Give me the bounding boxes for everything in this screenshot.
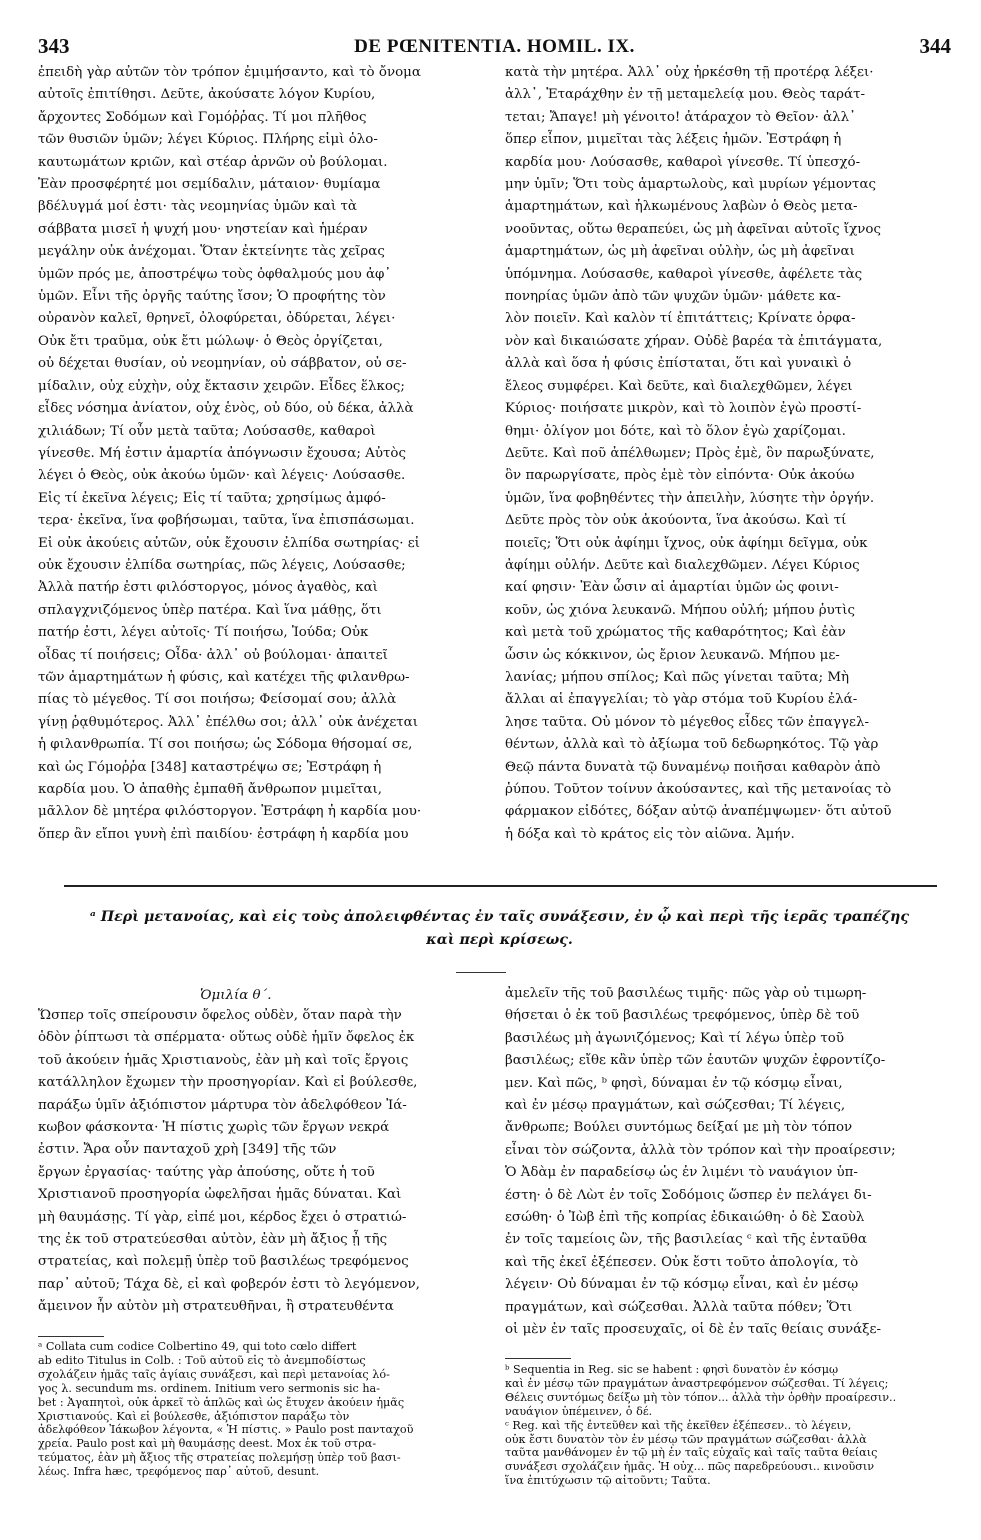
footnote-rule-left xyxy=(38,1336,104,1337)
text-line: πίας τὸ μέγεθος. Τί σοι ποιήσω; Φείσομαί σου; ἀλλὰ xyxy=(38,692,397,708)
text-line: ᵇ Sequentia in Reg. sic se habent : φησὶ δυνατὸν ἐν κόσμῳ xyxy=(505,1363,839,1376)
text-line: καυτωμάτων κριῶν, καὶ στέαρ ἀρνῶν οὐ βούλομαι. xyxy=(38,154,388,170)
text-line: λέως. Infra hæc, τρεφόμενος παρ᾽ αὐτοῦ, desunt. xyxy=(38,1465,320,1479)
homily-heading: Ὁμιλία θ΄. xyxy=(200,988,272,1003)
text-line: ἁμαρτημάτων, καὶ ἡλκωμένους λαβὼν ὁ Θεὸς μετα- xyxy=(505,199,858,215)
text-line: θήσεται ὁ ἐκ τοῦ βασιλέως τρεφόμενος, ὑπὲρ δὲ τοῦ xyxy=(505,1008,860,1024)
short-rule xyxy=(456,972,506,973)
text-line: ποιεῖς; Ὅτι οὐκ ἀφίημι ἴχνος, οὐκ ἀφίημι δεῖγμα, οὐκ xyxy=(505,535,868,551)
text-line: καὶ ὡς Γόμοῤῥα [348] καταστρέψω σε; Ἐστράφη ἡ xyxy=(38,759,382,775)
text-line: σάββατα μισεῖ ἡ ψυχή μου· νηστείαν καὶ ἡμέραν xyxy=(38,221,368,237)
text-line: Χριστιανούς. Καὶ εἰ βούλεσθε, ἀξιόπιστον παράξω τὸν xyxy=(38,1409,350,1423)
text-line: ὦσιν ὡς κόκκινον, ὡς ἔριον λευκανῶ. Μήπου με- xyxy=(505,647,840,663)
text-line: ἔργων ἐργασίας· ταύτης γὰρ ἀπούσης, οὔτε ἡ τοῦ xyxy=(38,1164,375,1180)
text-line: Θέλεις συντόμως δείξω μὴ τὸν τόπον... ἀλλὰ τὴν ὀρθὴν προαίρεσιν.. xyxy=(505,1390,897,1404)
text-line: νὸν καὶ δικαιώσατε χήραν. Οὐδὲ βαρέα τὰ ἐπιτάγματα, xyxy=(505,333,883,349)
text-line: λέγει ὁ Θεὸς, οὐκ ἀκούω ὑμῶν· καὶ λέγεις· Λούσασθε. xyxy=(38,468,406,484)
text-line: ἐστιν. Ἄρα οὖν πανταχοῦ χρὴ [349] τῆς τῶν xyxy=(38,1142,337,1158)
text-line: λὸν ποιεῖν. Καὶ καλὸν τί ἐπιτάττεις; Κρίνατε ὀρφα- xyxy=(505,311,856,327)
text-line: ἡ δόξα καὶ τὸ κράτος εἰς τὸν αἰῶνα. Ἀμήν. xyxy=(505,826,795,842)
text-line: ab edito Titulus in Colb. : Τοῦ αὐτοῦ εἰς τὸ ἀνεμποδίστως xyxy=(38,1353,366,1367)
text-line: εσώθη· ὁ Ἰὼβ ἐπὶ τῆς κοπρίας ἐδικαιώθη· ὁ δὲ Σαοὺλ xyxy=(505,1210,865,1226)
text-line: βασιλέως μὴ ἀγωνιζόμενος; Καὶ τί λέγω ὑπὲρ τοῦ xyxy=(505,1030,844,1046)
text-line: καὶ τῆς ἐκεῖ ἐξέπεσεν. Οὐκ ἔστι τοῦτο ἀπολογία, τὸ xyxy=(505,1254,859,1270)
footnote-rule-right xyxy=(505,1358,571,1359)
text-line: Κύριος· ποιήσατε μικρὸν, καὶ τὸ λοιπὸν ἐγὼ προστί- xyxy=(505,401,862,417)
text-line: της ἐκ τοῦ στρατεύεσθαι αὐτὸν, ἐὰν μὴ ἄξιος ᾖ τῆς xyxy=(38,1232,388,1248)
text-line: ὑπόμνημα. Λούσασθε, καθαροὶ γίνεσθε, ἀφέλετε τὰς xyxy=(505,266,863,282)
text-line: οὐκ ἔχουσιν ἐλπίδα σωτηρίας, πῶς λέγεις, Λούσασθε; xyxy=(38,557,406,573)
text-line: ἀδελφόθεον Ἰάκωβον λέγοντα, « Ἡ πίστις. » Paulo post πανταχοῦ xyxy=(38,1423,414,1437)
text-line: καὶ ἐν μέσῳ πραγμάτων, καὶ σώζεσθαι; Τί λέγεις, xyxy=(505,1098,846,1114)
text-line: μὴ θαυμάσῃς. Τί γὰρ, εἰπέ μοι, κέρδος ἔχει ὁ στρατιώ- xyxy=(38,1209,407,1225)
text-line: ἀλλ᾽, Ἐταράχθην ἐν τῇ μεταμελείᾳ μου. Θεὸς ταράτ- xyxy=(505,87,866,103)
page-number-left: 343 xyxy=(38,34,70,58)
text-line: βασιλέως; εἴθε κἂν ὑπὲρ τῶν ἑαυτῶν ψυχῶν ἐφροντίζο- xyxy=(505,1053,886,1069)
text-line: σχολάζειν ἡμᾶς ταῖς ἁγίαις συνάξεσι, καὶ περὶ μετανοίας λό- xyxy=(38,1367,390,1381)
text-line: ἄνθρωπε; Βούλει συντόμως δείξαί με μὴ τὸν τόπον xyxy=(505,1120,853,1136)
text-line: ὑμῶν πρός με, ἀποστρέψω τοὺς ὀφθαλμούς μου ἀφ᾽ xyxy=(38,266,392,282)
text-line: οἱ μὲν ἐν ταῖς προσευχαῖς, οἱ δὲ ἐν ταῖς θείαις συνάξε- xyxy=(505,1322,881,1338)
text-line: παράξω ὑμῖν ἀξιόπιστον μάρτυρα τὸν ἀδελφόθεον Ἰά- xyxy=(38,1097,407,1113)
text-line: γίνεσθε. Μή ἐστιν ἁμαρτία ἀπόγνωσιν ἔχουσα; Αὐτὸς xyxy=(38,445,406,461)
text-line: κατὰ τὴν μητέρα. Ἀλλ᾽ οὐχ ἠρκέσθη τῇ προτέρᾳ λέξει· xyxy=(505,65,874,80)
text-line: αὐτοῖς ἐπιτίθησι. Δεῦτε, ἀκούσατε λόγον Κυρίου, xyxy=(38,87,376,103)
text-line: ὅπερ ἂν εἴποι γυνὴ ἐπὶ παιδίου· ἐστράφη ἡ καρδία μου xyxy=(38,826,409,842)
text-line: συνάξεσι σχολάζειν ἡμᾶς. Ἡ οὐχ... πῶς παρεδρεύουσι.. κινοῦσιν xyxy=(505,1460,875,1474)
text-line: κωβον φάσκοντα· Ἡ πίστις χωρὶς τῶν ἔργων νεκρά xyxy=(38,1120,390,1136)
text-line: κοῦν, ὡς χιόνα λευκανῶ. Μήπου οὐλή; μήπου ῥυτὶς xyxy=(505,602,855,618)
text-line: ἀλλὰ καὶ ὅσα ἡ φύσις ἐπίσταται, ὅτι καὶ γυναικὶ ὁ xyxy=(505,356,852,372)
text-line: μᾶλλον δὲ μητέρα φιλόστοργον. Ἐστράφη ἡ καρδία μου· xyxy=(38,804,422,820)
text-line: γος λ. secundum ms. ordinem. Initium vero sermonis sic ha- xyxy=(38,1381,381,1395)
text-line: γίνῃ ῥᾳθυμότερος. Ἀλλ᾽ ἐπέλθω σοι; ἀλλ᾽ οὐκ ἀνέχεται xyxy=(38,714,418,730)
text-line: στρατείας, καὶ πολεμῇ ὑπὲρ τοῦ βασιλέως τρεφόμενος xyxy=(38,1254,409,1270)
homily-title-note xyxy=(52,906,947,952)
text-line: εἶδες νόσημα ἀνίατον, οὐχ ἑνὸς, οὐ δύο, οὐ δέκα, ἀλλὰ xyxy=(38,401,414,417)
text-line: εἶναι τὸν σώζοντα, ἀλλὰ τὸν τρόπον καὶ τὴν προαίρεσιν; xyxy=(505,1142,896,1158)
text-line: ᶜ Reg. καὶ τῆς ἐντεῦθεν καὶ τῆς ἐκεῖθεν ἐξέπεσεν.. τὸ λέγειν, xyxy=(505,1418,852,1432)
text-line: τεται; Ἄπαγε! μὴ γένοιτο! ἀτάραχον τὸ Θεῖον· ἀλλ᾽ xyxy=(505,109,856,125)
text-line: καὶ μετὰ τοῦ χρώματος τῆς καθαρότητος; Καὶ ἐὰν xyxy=(505,625,846,641)
text-line: ὑμῶν, ἵνα φοβηθέντες τὴν ἀπειλὴν, λύσητε τὴν ὀργήν. xyxy=(505,490,875,506)
text-line: Ὥσπερ τοῖς σπείρουσιν ὄφελος οὐδὲν, ὅταν παρὰ τὴν xyxy=(38,1008,402,1023)
text-line: λανίας; μήπου σπίλος; Καὶ πῶς γίνεται ταῦτα; Μὴ xyxy=(505,669,850,685)
text-line: καί φησιν· Ἐὰν ὦσιν αἱ ἁμαρτίαι ὑμῶν ὡς φοινι- xyxy=(505,580,839,596)
title-note-line: ᵃ Περὶ μετανοίας, καὶ εἰς τοὺς ἀπολειφθέντας ἐν ταῖς συνάξεσιν, ἐν ᾧ καὶ περὶ τῆς ἱερᾶς τραπέζης xyxy=(90,909,909,925)
text-line: θέντων, ἀλλὰ καὶ τὸ ἀξίωμα τοῦ δεδωρηκότος. Τῷ γὰρ xyxy=(505,737,879,753)
page-header xyxy=(38,34,951,64)
footnotes-right xyxy=(505,1363,951,1488)
text-line: καὶ ἐν μέσῳ τῶν πραγμάτων ἀναστρεφόμενον σώζεσθαι. Τί λέγεις; xyxy=(505,1376,889,1390)
text-line: ἀφίημι οὐλήν. Δεῦτε καὶ διαλεχθῶμεν. Λέγει Κύριος xyxy=(505,557,860,573)
text-line: κατάλληλον ἔχωμεν τὴν προσηγορίαν. Καὶ εἰ βούλεσθε, xyxy=(38,1075,418,1091)
title-note-line: καὶ περὶ κρίσεως. xyxy=(426,932,573,948)
text-line: Δεῦτε πρὸς τὸν οὐκ ἀκούοντα, ἵνα ἀκούσω. Καὶ τί xyxy=(505,513,847,529)
footnotes-left xyxy=(38,1340,494,1479)
lower-left-column xyxy=(38,1005,494,1319)
text-line: Ἀλλὰ πατήρ ἐστι φιλόστοργος, μόνος ἀγαθὸς, καὶ xyxy=(38,580,378,596)
running-title: DE PŒNITENTIA. HOMIL. IX. xyxy=(354,36,635,57)
text-line: χιλιάδων; Τί οὖν μετὰ ταῦτα; Λούσασθε, καθαροὶ xyxy=(38,423,376,439)
text-line: Εἰ οὐκ ἀκούεις αὐτῶν, οὐκ ἔχουσιν ἐλπίδα σωτηρίας· εἰ xyxy=(38,535,420,551)
text-line: χρεία. Paulo post καὶ μὴ θαυμάσῃς deest. Mox ἐκ τοῦ στρα- xyxy=(38,1437,377,1451)
text-line: ὑμῶν. Εἶνι τῆς ὀργῆς ταύτης ἴσον; Ὁ προφήτης τὸν xyxy=(38,289,386,305)
text-line: τῶν ἁμαρτημάτων ἡ φύσις, καὶ κατέχει τῆς φιλανθρω- xyxy=(38,669,410,685)
text-line: ἄρχοντες Σοδόμων καὶ Γομόῤῥας. Τί μοι πλῆθος xyxy=(38,109,367,125)
text-line: φάρμακον εἰδότες, δόξαν αὐτῷ ἀναπέμψωμεν· ὅτι αὐτοῦ xyxy=(505,804,892,820)
text-line: καρδία μου· Λούσασθε, καθαροὶ γίνεσθε. Τί ὑπεσχό- xyxy=(505,154,861,170)
text-line: έστη· ὁ δὲ Λὼτ ἐν τοῖς Σοδόμοις ὥσπερ ἐν πελάγει δι- xyxy=(505,1187,872,1203)
text-line: οὐκ ἔστι δυνατὸν τὸν ἐν μέσῳ τῶν πραγμάτων σώζεσθαι· ἀλλὰ xyxy=(505,1432,867,1446)
text-line: νοοῦντας, οὕτω θεραπεύει, ὡς μὴ ἀφεῖναι αὐτοῖς ἴχνος xyxy=(505,221,881,237)
text-line: ὅπερ εἶπον, μιμεῖται τὰς λέξεις ἡμῶν. Ἐστράφη ἡ xyxy=(505,132,842,148)
text-line: ναυάγιον ὑπέμεινεν, ὁ δέ. xyxy=(505,1404,653,1418)
text-line: bet : Ἀγαπητοὶ, οὐκ ἀρκεῖ τὸ ἁπλῶς καὶ ὡς ἔτυχεν ἀκούειν ἡμᾶς xyxy=(38,1395,405,1409)
text-line: ταῦτα μανθάνομεν ἐν τῷ μὴ ἐν ταῖς εὐχαῖς καὶ ταῖς ταῦτα θείαις xyxy=(505,1446,878,1460)
text-line: μην ὑμῖν; Ὅτι τοὺς ἁμαρτωλοὺς, καὶ μυρίων γέμοντας xyxy=(505,177,876,193)
text-line: ἵνα ἐπιτύχωσιν τῷ αἰτοῦντι; Ταῦτα. xyxy=(505,1474,711,1488)
text-line: τερα· ἐκεῖνα, ἵνα φοβήσωμαι, ταῦτα, ἵνα ἐπισπάσωμαι. xyxy=(38,513,415,529)
text-line: ἔλεος συμφέρει. Καὶ δεῦτε, καὶ διαλεχθῶμεν, λέγει xyxy=(505,378,853,394)
text-line: ὃν παρωργίσατε, πρὸς ἐμὲ τὸν εἰπόντα· Οὐκ ἀκούω xyxy=(505,468,855,484)
text-line: τοῦ ἀκούειν ἡμᾶς Χριστιανοὺς, ἐὰν μὴ καὶ τοῖς ἔργοις xyxy=(38,1052,409,1068)
text-line: σπλαγχνιζόμενος ὑπὲρ πατέρα. Καὶ ἵνα μάθῃς, ὅτι xyxy=(38,602,382,618)
text-line: βδέλυγμά μοί ἐστι· τὰς νεομηνίας ὑμῶν καὶ τὰ xyxy=(38,199,357,215)
text-line: Θεῷ πάντα δυνατὰ τῷ δυναμένῳ ποιῆσαι καθαρὸν ἀπὸ xyxy=(505,759,881,775)
text-line: ἡ φιλανθρωπία. Τί σοι ποιήσω; ὡς Σόδομα θήσομαί σε, xyxy=(38,737,413,753)
text-line: ἄμεινον ἦν αὐτὸν μὴ στρατευθῆναι, ἢ στρατευθέντα xyxy=(38,1299,394,1315)
text-line: οἶδας τί ποιήσεις; Οἶδα· ἀλλ᾽ οὐ βούλομαι· ἀπαιτεῖ xyxy=(38,647,388,663)
text-line: ἐν τοῖς ταμείοις ὢν, τῆς βασιλείας ᶜ καὶ τῆς ἐνταῦθα xyxy=(505,1232,867,1248)
text-line: οὐ δέχεται θυσίαν, οὐ νεομηνίαν, οὐ σάββατον, οὐ σε- xyxy=(38,356,407,372)
page-number-right: 344 xyxy=(919,34,951,58)
section-divider xyxy=(64,885,937,887)
text-line: ᵃ Collata cum codice Colbertino 49, qui toto cœlo differt xyxy=(38,1340,357,1353)
text-line: λέγειν· Οὐ δύναμαι ἐν τῷ κόσμῳ εἶναι, καὶ ἐν μέσῳ xyxy=(505,1277,859,1293)
text-line: ἐπειδὴ γὰρ αὐτῶν τὸν τρόπον ἐμιμήσαντο, καὶ τὸ ὄνομα xyxy=(38,65,421,80)
text-line: οὐρανὸν καλεῖ, θρηνεῖ, ὀλοφύρεται, ὀδύρεται, λέγει· xyxy=(38,311,396,327)
text-line: μεν. Καὶ πῶς, ᵇ φησὶ, δύναμαι ἐν τῷ κόσμῳ εἶναι, xyxy=(505,1075,843,1091)
text-line: μίδαλιν, οὐχ εὐχὴν, οὐχ ἔκτασιν χειρῶν. Εἶδες ἕλκος; xyxy=(38,378,405,394)
text-line: Ὁ Ἀδὰμ ἐν παραδείσῳ ὡς ἐν λιμένι τὸ ναυάγιον ὑπ- xyxy=(505,1165,858,1181)
text-line: Ἐὰν προσφέρητέ μοι σεμίδαλιν, μάταιον· θυμίαμα xyxy=(38,177,381,193)
text-line: μεγάλην οὐκ ἀνέχομαι. Ὅταν ἐκτείνητε τὰς χεῖρας xyxy=(38,244,385,260)
text-line: πραγμάτων, καὶ σώζεσθαι. Ἀλλὰ ταῦτα πόθεν; Ὅτι xyxy=(505,1299,853,1315)
text-line: Οὐκ ἔτι τραῦμα, οὐκ ἔτι μώλωψ· ὁ Θεὸς ὀργίζεται, xyxy=(38,333,383,349)
text-line: Δεῦτε. Καὶ ποῦ ἀπέλθωμεν; Πρὸς ἐμὲ, ὃν παρωξύνατε, xyxy=(505,445,875,461)
text-line: ἄλλαι αἱ ἐπαγγελίαι; τὸ γὰρ στόμα τοῦ Κυρίου ἐλά- xyxy=(505,692,858,708)
text-line: θημι· ὀλίγον μοι δότε, καὶ τὸ ὅλον ἐγὼ χαρίζομαι. xyxy=(505,423,846,439)
text-line: πονηρίας ὑμῶν ἀπὸ τῶν ψυχῶν ὑμῶν· μάθετε κα- xyxy=(505,289,841,305)
upper-left-column xyxy=(38,62,494,846)
text-line: Εἰς τί ἐκεῖνα λέγεις; Εἰς τί ταῦτα; χρησίμως ἀμφό- xyxy=(38,490,386,506)
text-line: τεύματος, ἐὰν μὴ ἄξιος τῆς στρατείας πολεμήσῃ ὑπὲρ τοῦ βασι- xyxy=(38,1451,401,1465)
text-line: λησε ταῦτα. Οὐ μόνον τὸ μέγεθος εἶδες τῶν ἐπαγγελ- xyxy=(505,714,869,730)
text-line: παρ᾽ αὐτοῦ; Τάχα δὲ, εἰ καὶ φοβερόν ἐστι τὸ λεγόμενον, xyxy=(38,1276,420,1292)
lower-right-column xyxy=(505,983,951,1342)
text-line: Χριστιανοῦ προσηγορία ὠφελῆσαι ἡμᾶς δύναται. Καὶ xyxy=(38,1187,402,1203)
text-line: τῶν θυσιῶν ὑμῶν; λέγει Κύριος. Πλήρης εἰμὶ ὁλο- xyxy=(38,132,378,148)
text-line: καρδία μου. Ὁ ἀπαθὴς ἐμπαθῆ ἄνθρωπον μιμεῖται, xyxy=(38,782,382,797)
text-line: πατήρ ἐστι, λέγει αὐτοῖς· Τί ποιήσω, Ἰούδα; Οὐκ xyxy=(38,625,369,641)
text-line: ῥύπου. Τοῦτον τοίνυν ἀκούσαντες, καὶ τῆς μετανοίας τὸ xyxy=(505,782,892,797)
upper-right-column xyxy=(505,62,951,846)
text-line: ἀμελεῖν τῆς τοῦ βασιλέως τιμῆς· πῶς γὰρ οὐ τιμωρη- xyxy=(505,986,867,1001)
text-line: ὁδὸν ῥίπτωσι τὰ σπέρματα· οὕτως οὐδὲ ἡμῖν ὄφελος ἐκ xyxy=(38,1030,415,1046)
text-line: ἁμαρτημάτων, ὡς μὴ ἀφεῖναι οὐλὴν, ὡς μὴ ἀφεῖναι xyxy=(505,244,855,260)
